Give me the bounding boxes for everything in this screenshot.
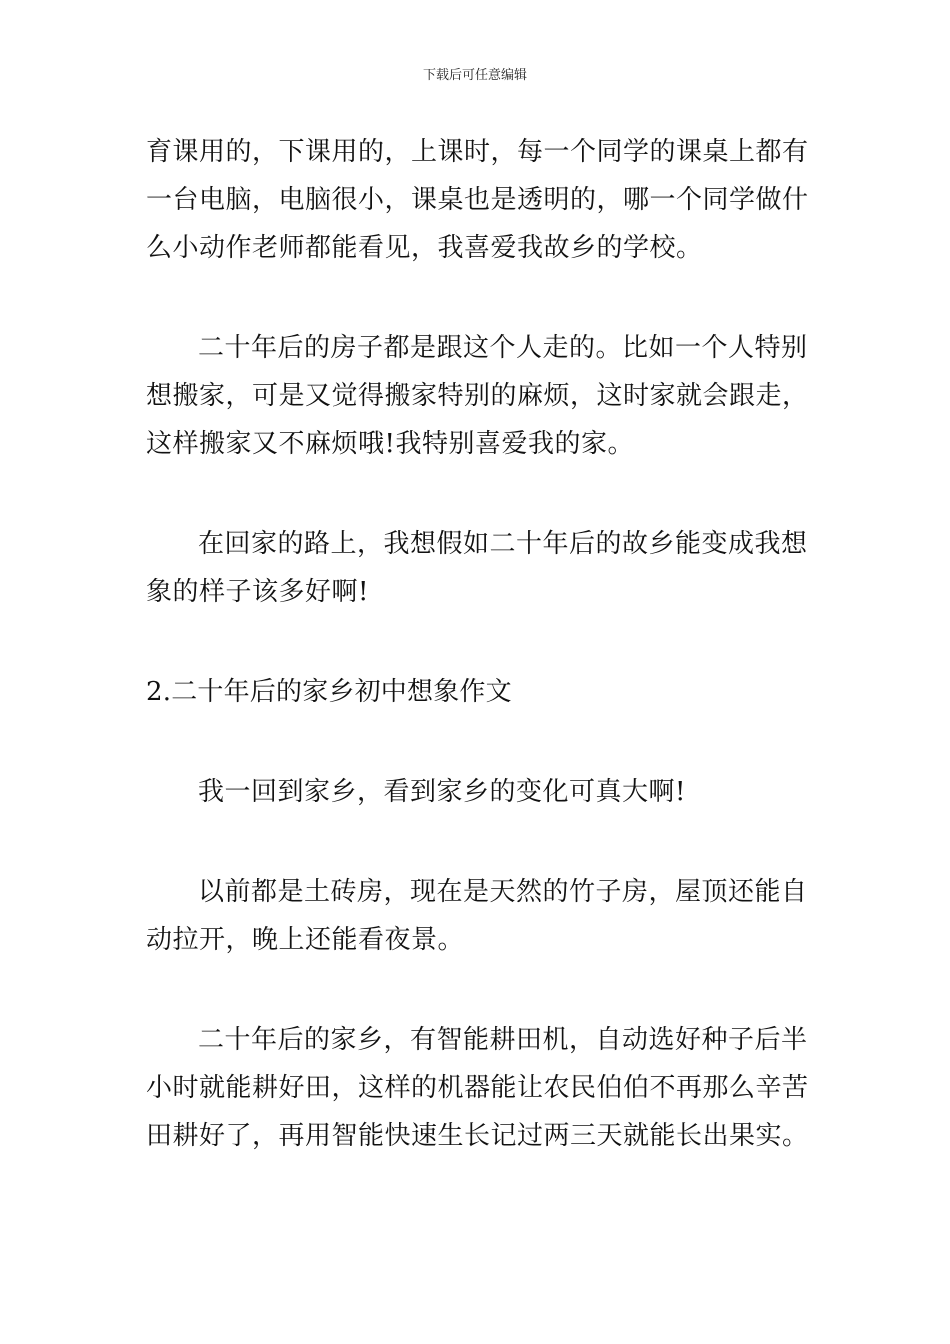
header-note: 下载后可任意编辑 (422, 68, 527, 83)
paragraph-school: 育课用的，下课用的，上课时，每一个同学的课桌上都有一台电脑，电脑很小，课桌也是透明的，哪一个同学做什么小动作老师都能看见，我喜爱我故乡的学校。 (146, 137, 809, 263)
paragraph-bamboo-house: 以前都是土砖房，现在是天然的竹子房，屋顶还能自动拉开，晚上还能看夜景。 (146, 877, 808, 955)
paragraph-wish: 在回家的路上，我想假如二十年后的故乡能变成我想象的样子该多好啊! (146, 529, 808, 607)
section-heading: 2.二十年后的家乡初中想象作文 (146, 677, 512, 707)
paragraph-return: 我一回到家乡，看到家乡的变化可真大啊! (198, 777, 686, 807)
paragraph-farming: 二十年后的家乡，有智能耕田机，自动选好种子后半小时就能耕好田，这样的机器能让农民伯伯不再那么辛苦田耕好了，再用智能快速生长记过两三天就能长出果实。 (146, 1025, 809, 1151)
paragraph-house: 二十年后的房子都是跟这个人走的。比如一个人特别想搬家，可是又觉得搬家特别的麻烦，这时家就会跟走，这样搬家又不麻烦哦!我特别喜爱我的家。 (146, 333, 809, 459)
document-body (146, 128, 811, 1160)
